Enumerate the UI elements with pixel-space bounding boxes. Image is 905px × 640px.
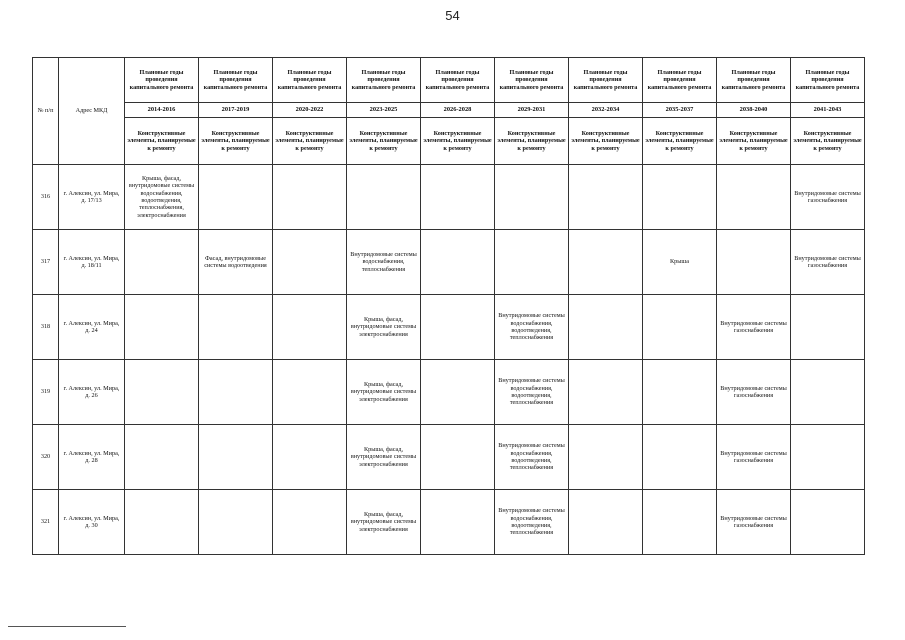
table-row	[33, 165, 865, 230]
column-header-address: Адрес МКД	[59, 58, 125, 165]
row-number: 316	[33, 165, 59, 230]
table-cell: Внутридомовые системы водоснабжения, теплоснабжения	[347, 230, 421, 295]
table-cell	[791, 490, 865, 555]
table-cell	[273, 295, 347, 360]
capital-repair-table	[32, 57, 865, 555]
table-cell: Внутридомовые системы газоснабжения	[791, 230, 865, 295]
row-number: 320	[33, 425, 59, 490]
table-cell	[421, 360, 495, 425]
table-cell	[273, 490, 347, 555]
table-cell	[569, 360, 643, 425]
table-cell	[717, 230, 791, 295]
column-header-years: 2038-2040	[717, 103, 791, 118]
table-cell	[643, 490, 717, 555]
column-header-years: 2029-2031	[495, 103, 569, 118]
column-header-title: Плановые годы проведения капитального ремонта	[125, 58, 199, 103]
table-cell: Внутридомовые системы газоснабжения	[717, 490, 791, 555]
table-cell	[125, 425, 199, 490]
column-header-years: 2041-2043	[791, 103, 865, 118]
table-cell	[643, 295, 717, 360]
column-header-title: Плановые годы проведения капитального ремонта	[421, 58, 495, 103]
table-cell	[717, 165, 791, 230]
header-row-titles	[33, 58, 865, 103]
table-body	[33, 165, 865, 555]
table-cell	[569, 295, 643, 360]
table-row	[33, 295, 865, 360]
table-cell: Крыша, фасад, внутридомовые системы электроснабжения	[347, 490, 421, 555]
row-address: г. Алексин, ул. Мира, д. 18/11	[59, 230, 125, 295]
table-cell	[791, 295, 865, 360]
column-header-years: 2014-2016	[125, 103, 199, 118]
table-cell	[643, 425, 717, 490]
table-cell	[421, 425, 495, 490]
row-number: 321	[33, 490, 59, 555]
column-header-elements: Конструктивные элементы, планируемые к ремонту	[791, 118, 865, 165]
table-cell: Внутридомовые системы газоснабжения	[791, 165, 865, 230]
row-number: 317	[33, 230, 59, 295]
table-cell	[421, 230, 495, 295]
table-cell	[791, 425, 865, 490]
column-header-title: Плановые годы проведения капитального ремонта	[569, 58, 643, 103]
row-address: г. Алексин, ул. Мира, д. 30	[59, 490, 125, 555]
header-row-years	[33, 103, 865, 118]
table-cell: Внутридомовые системы водоснабжения, водоотведения, теплоснабжения	[495, 360, 569, 425]
table-cell	[273, 165, 347, 230]
table-cell	[125, 360, 199, 425]
table-cell	[643, 360, 717, 425]
table-cell	[569, 165, 643, 230]
column-header-years: 2020-2022	[273, 103, 347, 118]
row-number: 318	[33, 295, 59, 360]
column-header-title: Плановые годы проведения капитального ремонта	[347, 58, 421, 103]
table-cell	[125, 295, 199, 360]
table-cell	[199, 490, 273, 555]
column-header-years: 2035-2037	[643, 103, 717, 118]
table-row	[33, 425, 865, 490]
header-row-elements	[33, 118, 865, 165]
column-header-elements: Конструктивные элементы, планируемые к ремонту	[273, 118, 347, 165]
table-cell	[421, 165, 495, 230]
table-cell	[199, 360, 273, 425]
table-cell	[569, 230, 643, 295]
column-header-title: Плановые годы проведения капитального ремонта	[495, 58, 569, 103]
table-cell	[273, 425, 347, 490]
column-header-elements: Конструктивные элементы, планируемые к ремонту	[643, 118, 717, 165]
column-header-years: 2032-2034	[569, 103, 643, 118]
column-header-years: 2023-2025	[347, 103, 421, 118]
footnote-divider	[8, 626, 126, 627]
table-cell: Крыша, фасад, внутридомовые системы электроснабжения	[347, 360, 421, 425]
table-cell: Фасад, внутридомовые системы водоотведения	[199, 230, 273, 295]
column-header-elements: Конструктивные элементы, планируемые к ремонту	[347, 118, 421, 165]
table-row	[33, 490, 865, 555]
table-cell	[421, 295, 495, 360]
page-number: 54	[445, 8, 460, 23]
table-cell	[125, 230, 199, 295]
table-cell	[273, 230, 347, 295]
row-address: г. Алексин, ул. Мира, д. 28	[59, 425, 125, 490]
column-header-elements: Конструктивные элементы, планируемые к ремонту	[495, 118, 569, 165]
table-cell	[495, 230, 569, 295]
table-cell: Внутридомовые системы водоснабжения, водоотведения, теплоснабжения	[495, 295, 569, 360]
column-header-years: 2026-2028	[421, 103, 495, 118]
column-header-elements: Конструктивные элементы, планируемые к ремонту	[421, 118, 495, 165]
table-cell	[495, 165, 569, 230]
column-header-elements: Конструктивные элементы, планируемые к ремонту	[125, 118, 199, 165]
table-cell	[125, 490, 199, 555]
table-cell: Внутридомовые системы водоснабжения, водоотведения, теплоснабжения	[495, 490, 569, 555]
row-address: г. Алексин, ул. Мира, д. 17/13	[59, 165, 125, 230]
column-header-elements: Конструктивные элементы, планируемые к ремонту	[199, 118, 273, 165]
table-cell	[199, 425, 273, 490]
column-header-number: № п/п	[33, 58, 59, 165]
table-cell	[569, 425, 643, 490]
row-address: г. Алексин, ул. Мира, д. 24	[59, 295, 125, 360]
table-cell	[643, 165, 717, 230]
table-cell: Внутридомовые системы газоснабжения	[717, 360, 791, 425]
table-cell: Внутридомовые системы газоснабжения	[717, 295, 791, 360]
table-cell: Крыша, фасад, внутридомовые системы электроснабжения	[347, 425, 421, 490]
column-header-elements: Конструктивные элементы, планируемые к ремонту	[569, 118, 643, 165]
table-cell: Крыша	[643, 230, 717, 295]
table-row	[33, 360, 865, 425]
table-cell	[347, 165, 421, 230]
row-number: 319	[33, 360, 59, 425]
table-cell	[421, 490, 495, 555]
column-header-title: Плановые годы проведения капитального ремонта	[273, 58, 347, 103]
table-cell	[199, 165, 273, 230]
table-cell: Внутридомовые системы газоснабжения	[717, 425, 791, 490]
column-header-title: Плановые годы проведения капитального ремонта	[791, 58, 865, 103]
table-cell: Крыша, фасад, внутридомовые системы электроснабжения	[347, 295, 421, 360]
column-header-years: 2017-2019	[199, 103, 273, 118]
table-row	[33, 230, 865, 295]
table-cell	[569, 490, 643, 555]
table-header	[33, 58, 865, 165]
table-cell	[273, 360, 347, 425]
table-cell: Внутридомовые системы водоснабжения, водоотведения, теплоснабжения	[495, 425, 569, 490]
column-header-title: Плановые годы проведения капитального ремонта	[199, 58, 273, 103]
table-cell	[791, 360, 865, 425]
table-cell	[199, 295, 273, 360]
column-header-elements: Конструктивные элементы, планируемые к ремонту	[717, 118, 791, 165]
column-header-title: Плановые годы проведения капитального ремонта	[643, 58, 717, 103]
table-cell: Крыша, фасад, внутридомовые системы водоснабжения, водоотведения, теплоснабжения, электроснабжения	[125, 165, 199, 230]
row-address: г. Алексин, ул. Мира, д. 26	[59, 360, 125, 425]
column-header-title: Плановые годы проведения капитального ремонта	[717, 58, 791, 103]
